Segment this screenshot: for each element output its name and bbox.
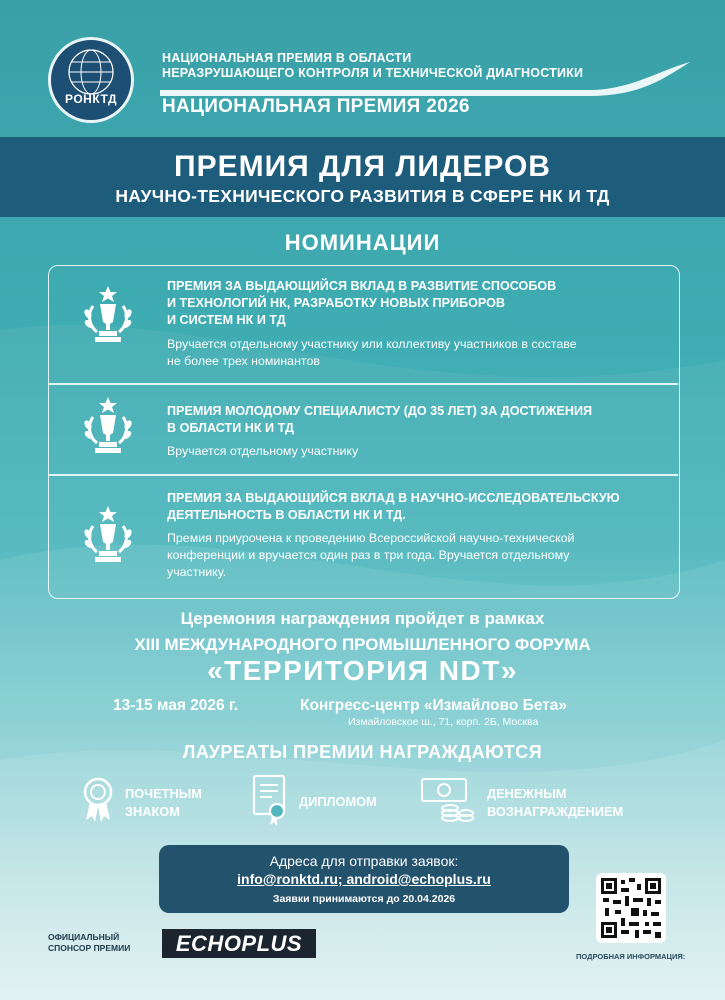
nomination-desc-line: конференции и вручается один раз в три года. Вручается отдельному xyxy=(167,548,570,562)
nomination-description xyxy=(167,443,667,460)
nominations-box xyxy=(48,265,680,599)
award-organization xyxy=(162,51,583,81)
reward-line: ДЕНЕЖНЫМ xyxy=(487,786,567,801)
money-icon xyxy=(420,777,476,823)
nomination-desc-line: участнику. xyxy=(167,565,227,579)
nomination-title-line: ПРЕМИЯ ЗА ВЫДАЮЩИЙСЯ ВКЛАД В РАЗВИТИЕ СПОСОБОВ xyxy=(167,279,557,293)
reward-badge xyxy=(125,785,202,821)
nomination-title-line: ПРЕМИЯ ЗА ВЫДАЮЩИЙСЯ ВКЛАД В НАУЧНО-ИССЛЕДОВАТЕЛЬСКУЮ xyxy=(167,491,620,505)
org-line-2: НЕРАЗРУШАЮЩЕГО КОНТРОЛЯ И ТЕХНИЧЕСКОЙ ДИАГНОСТИКИ xyxy=(162,66,584,80)
nomination-item xyxy=(49,266,678,384)
nomination-title xyxy=(167,403,667,437)
reward-line: ПОЧЕТНЫМ xyxy=(125,786,202,801)
nomination-description xyxy=(167,336,667,370)
forum-title: «ТЕРРИТОРИЯ NDT» xyxy=(207,655,518,686)
event-venue: Конгресс-центр «Измайлово Бета» xyxy=(300,697,567,714)
nomination-title-line: И ТЕХНОЛОГИЙ НК, РАЗРАБОТКУ НОВЫХ ПРИБОРОВ xyxy=(167,296,506,310)
forum-name-line: XIII МЕЖДУНАРОДНОГО ПРОМЫШЛЕННОГО ФОРУМА xyxy=(134,635,591,654)
reward-line: ДИПЛОМОМ xyxy=(299,794,377,809)
sponsor-logo xyxy=(162,929,316,958)
deadline-text: Заявки принимаются до 20.04.2026 xyxy=(272,893,456,905)
logo-text: РОНКТД xyxy=(64,92,118,106)
qr-code[interactable] xyxy=(596,873,666,943)
nomination-title xyxy=(167,278,667,329)
trophy-icon xyxy=(79,284,137,346)
trophy-icon xyxy=(79,504,137,566)
reward-money xyxy=(487,785,623,821)
reward-line: ВОЗНАГРАЖДЕНИЕМ xyxy=(487,804,624,819)
nomination-title xyxy=(167,490,667,524)
laureates-heading: ЛАУРЕАТЫ ПРЕМИИ НАГРАЖДАЮТСЯ xyxy=(182,742,543,762)
ceremony-text: Церемония награждения пройдет в рамках xyxy=(180,609,545,628)
nomination-title-line: ПРЕМИЯ МОЛОДОМУ СПЕЦИАЛИСТУ (ДО 35 ЛЕТ) ЗА ДОСТИЖЕНИЯ xyxy=(167,404,593,418)
sponsor-label-line: ОФИЦИАЛЬНЫЙ xyxy=(48,932,120,942)
contact-box xyxy=(159,845,569,913)
nomination-title-line: И СИСТЕМ НК И ТД xyxy=(167,313,286,327)
nomination-item xyxy=(49,476,678,598)
event-address: Измайловское ш., 71, корп. 2Б, Москва xyxy=(348,716,539,728)
org-line-1: НАЦИОНАЛЬНАЯ ПРЕМИЯ В ОБЛАСТИ xyxy=(162,51,412,65)
reward-line: ЗНАКОМ xyxy=(125,804,180,819)
reward-diploma xyxy=(299,793,377,811)
qr-code-icon xyxy=(601,878,661,938)
nominations-heading: НОМИНАЦИИ xyxy=(284,230,441,255)
event-dates: 13-15 мая 2026 г. xyxy=(113,697,239,714)
diploma-icon xyxy=(250,773,290,827)
nomination-description xyxy=(167,530,667,581)
page-title: ПРЕМИЯ ДЛЯ ЛИДЕРОВ xyxy=(174,150,551,183)
more-info-label: ПОДРОБНАЯ ИНФОРМАЦИЯ: xyxy=(576,952,686,961)
sponsor-label xyxy=(48,932,130,954)
nomination-desc-line: Вручается отдельному участнику или коллективу участников в составе xyxy=(167,337,577,351)
sponsor-brand-text: ECHOPLUS xyxy=(175,931,303,956)
ronktd-logo xyxy=(48,37,134,123)
contact-emails[interactable]: info@ronktd.ru; android@echoplus.ru xyxy=(237,871,491,887)
nomination-desc-line: не более трех номинантов xyxy=(167,354,320,368)
nomination-item xyxy=(49,385,678,475)
globe-icon xyxy=(51,40,131,120)
page-subtitle: НАУЧНО-ТЕХНИЧЕСКОГО РАЗВИТИЯ В СФЕРЕ НК И ТД xyxy=(115,186,610,206)
contact-label: Адреса для отправки заявок: xyxy=(269,853,459,869)
nomination-title-line: ДЕЯТЕЛЬНОСТЬ В ОБЛАСТИ НК И ТД. xyxy=(167,508,406,522)
nomination-desc-line: Премия приурочена к проведению Всероссийской научно-технической xyxy=(167,531,575,545)
sponsor-label-line: СПОНСОР ПРЕМИИ xyxy=(48,943,131,953)
trophy-icon xyxy=(79,395,137,457)
nomination-title-line: В ОБЛАСТИ НК И ТД xyxy=(167,421,294,435)
award-year-title: НАЦИОНАЛЬНАЯ ПРЕМИЯ 2026 xyxy=(162,96,470,117)
nomination-desc-line: Вручается отдельному участнику xyxy=(167,444,359,458)
medal-icon xyxy=(80,776,116,824)
